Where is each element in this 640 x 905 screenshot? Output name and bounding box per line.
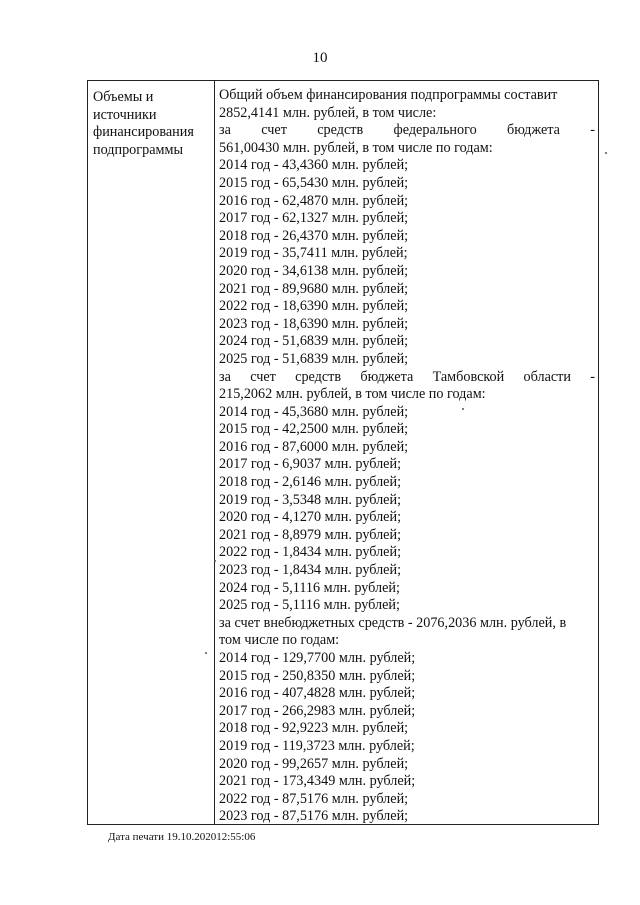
left-cell-heading	[93, 89, 211, 159]
left-cell-line: подпрограммы	[93, 141, 183, 158]
funding-line: 2017 год - 6,9037 млн. рублей;	[219, 456, 402, 473]
funding-line: 2025 год - 5,1116 млн. рублей;	[219, 597, 400, 614]
funding-line: 2015 год - 65,5430 млн. рублей;	[219, 174, 409, 191]
funding-line: 2014 год - 129,7700 млн. рублей;	[219, 650, 416, 666]
funding-line: за счет внебюджетных средств - 2076,2036 млн. рублей, в	[219, 614, 567, 631]
funding-line: 2019 год - 35,7411 млн. рублей;	[219, 245, 408, 262]
funding-line: 2022 год - 1,8434 млн. рублей;	[219, 544, 402, 561]
funding-line: 2016 год - 62,4870 млн. рублей;	[219, 192, 409, 209]
funding-line: 2014 год - 45,3680 млн. рублей;	[219, 403, 409, 420]
funding-line: 2024 год - 5,1116 млн. рублей;	[219, 579, 400, 596]
funding-line: 2021 год - 89,9680 млн. рублей;	[219, 280, 409, 297]
funding-line: за счет средств бюджета Тамбовской области -	[219, 368, 595, 385]
funding-line: за счет средств федерального бюджета -	[219, 122, 595, 139]
funding-line: 2023 год - 87,5176 млн. рублей;	[219, 808, 409, 825]
funding-line: 2022 год - 87,5176 млн. рублей;	[219, 790, 409, 807]
funding-line: Общий объем финансирования подпрограммы составит	[219, 87, 558, 103]
funding-line: 2023 год - 1,8434 млн. рублей;	[219, 562, 402, 579]
funding-line: 2852,4141 млн. рублей, в том числе:	[219, 104, 437, 121]
right-cell-funding-text	[219, 87, 595, 826]
left-cell-line: источники	[93, 106, 157, 123]
funding-line: том числе по годам:	[219, 632, 340, 649]
funding-line: 2016 год - 407,4828 млн. рублей;	[219, 685, 416, 702]
left-cell-line: Объемы и	[93, 89, 154, 105]
funding-line: 2018 год - 92,9223 млн. рублей;	[219, 720, 409, 737]
funding-line: 2015 год - 42,2500 млн. рублей;	[219, 421, 409, 438]
funding-line: 2015 год - 250,8350 млн. рублей;	[219, 667, 416, 684]
funding-line: 2016 год - 87,6000 млн. рублей;	[219, 438, 409, 455]
funding-line: 2019 год - 3,5348 млн. рублей;	[219, 491, 402, 508]
funding-line: 2020 год - 4,1270 млн. рублей;	[219, 509, 402, 526]
funding-line: 2021 год - 8,8979 млн. рублей;	[219, 526, 402, 543]
funding-line: 2020 год - 99,2657 млн. рублей;	[219, 755, 409, 772]
scan-speck	[462, 408, 464, 410]
funding-line: 2025 год - 51,6839 млн. рублей;	[219, 350, 409, 367]
funding-line: 2021 год - 173,4349 млн. рублей;	[219, 773, 416, 790]
funding-line: 2019 год - 119,3723 млн. рублей;	[219, 737, 415, 754]
funding-line: 2018 год - 26,4370 млн. рублей;	[219, 227, 409, 244]
funding-line: 2023 год - 18,6390 млн. рублей;	[219, 315, 409, 332]
scan-speck	[205, 652, 207, 654]
funding-line: 2017 год - 62,1327 млн. рублей;	[219, 210, 409, 227]
left-cell-line: финансирования	[93, 124, 194, 141]
scan-speck	[605, 152, 607, 154]
funding-line: 2022 год - 18,6390 млн. рублей;	[219, 298, 409, 315]
funding-line: 215,2062 млн. рублей, в том числе по годам:	[219, 386, 486, 403]
funding-line: 2024 год - 51,6839 млн. рублей;	[219, 333, 409, 350]
funding-line: 2014 год - 43,4360 млн. рублей;	[219, 157, 409, 174]
funding-table	[87, 80, 599, 825]
funding-line: 561,00430 млн. рублей, в том числе по годам:	[219, 139, 493, 156]
scan-speck	[214, 560, 216, 562]
print-date-footer: Дата печати 19.10.202012:55:06	[108, 831, 256, 843]
funding-line: 2020 год - 34,6138 млн. рублей;	[219, 262, 409, 279]
funding-line: 2018 год - 2,6146 млн. рублей;	[219, 474, 402, 491]
page-number: 10	[312, 50, 328, 66]
column-divider	[214, 81, 215, 824]
funding-line: 2017 год - 266,2983 млн. рублей;	[219, 702, 416, 719]
